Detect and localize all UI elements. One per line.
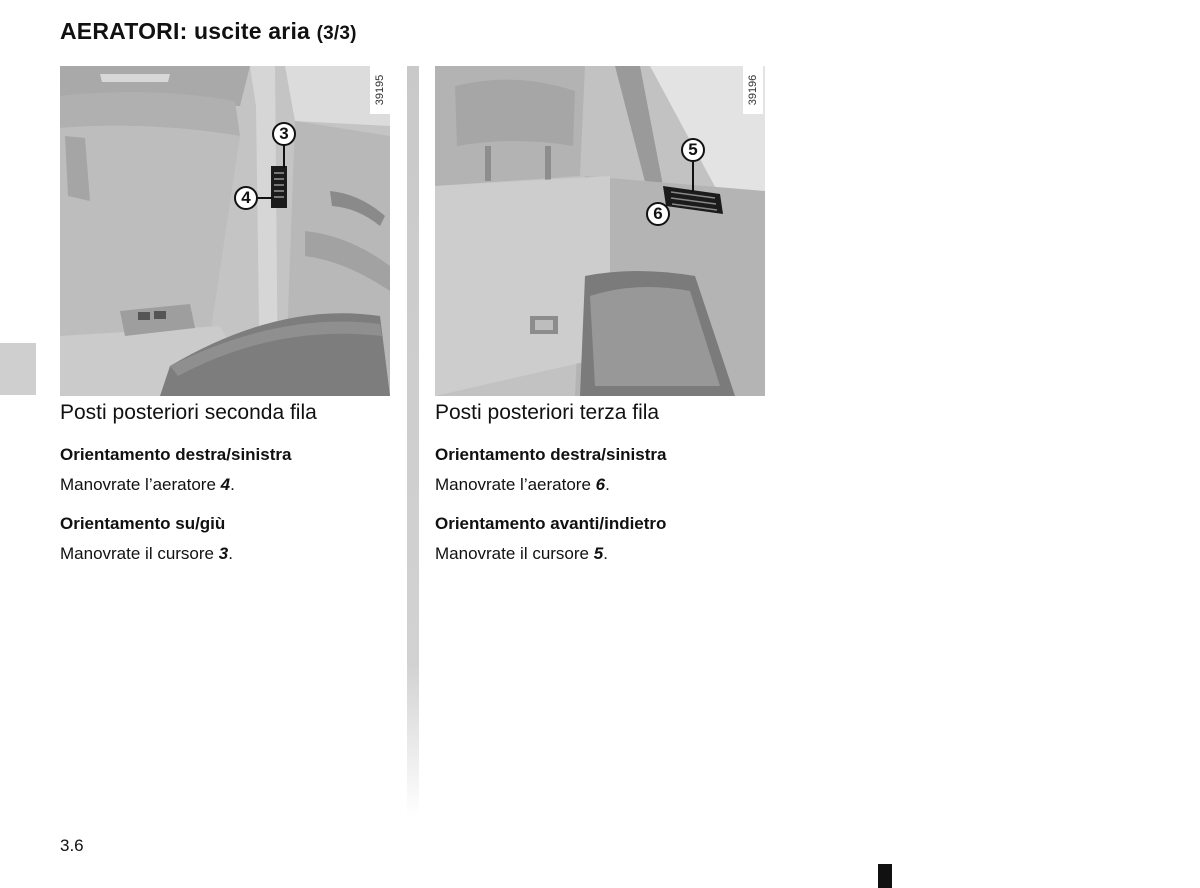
instruction-text: Manovrate l’aeratore: [435, 475, 591, 494]
instruction-end: .: [230, 475, 235, 494]
instruction-left-right-left: [60, 475, 235, 495]
figure-code-right-text: 39196: [747, 74, 759, 106]
instruction-text: Manovrate il cursore: [60, 544, 215, 563]
slider-ref-number: 3: [218, 544, 229, 563]
page-number: 3.6: [60, 836, 84, 855]
callout-3: 3: [272, 122, 296, 146]
instruction-up-down: [60, 544, 233, 564]
figure-third-row-vents: [435, 66, 765, 396]
instruction-text: Manovrate l’aeratore: [60, 475, 216, 494]
subheading-left-right-left: Orientamento destra/sinistra: [60, 445, 292, 464]
figure-code-left: [370, 66, 390, 114]
subheading-forward-back: Orientamento avanti/indietro: [435, 514, 667, 533]
page-title-suffix: (3/3): [316, 23, 357, 44]
vent-ref-number: 6: [595, 475, 606, 494]
instruction-left-right-right: [435, 475, 610, 495]
slider-ref-number: 5: [593, 544, 604, 563]
instruction-text: Manovrate il cursore: [435, 544, 590, 563]
callout-4: 4: [234, 186, 258, 210]
section-title-third-row: Posti posteriori terza fila: [435, 401, 660, 424]
second-row-illustration: [60, 66, 390, 396]
instruction-end: .: [228, 544, 233, 563]
callout-6: 6: [646, 202, 670, 226]
subheading-left-right-right: Orientamento destra/sinistra: [435, 445, 667, 464]
callout-5: 5: [681, 138, 705, 162]
figure-second-row-vents: [60, 66, 390, 396]
page-title-text: AERATORI: uscite aria: [60, 18, 311, 44]
page-edge-mark: [878, 864, 892, 888]
instruction-end: .: [605, 475, 610, 494]
page-title: [60, 18, 357, 45]
figure-code-right: [743, 66, 763, 114]
column-divider: [407, 66, 419, 816]
chapter-tab: [0, 343, 36, 395]
instruction-forward-back: [435, 544, 608, 564]
instruction-end: .: [603, 544, 608, 563]
third-row-illustration: [435, 66, 765, 396]
section-title-second-row: Posti posteriori seconda fila: [60, 401, 317, 424]
vent-ref-number: 4: [220, 475, 231, 494]
subheading-up-down: Orientamento su/giù: [60, 514, 226, 533]
figure-code-left-text: 39195: [374, 74, 386, 106]
